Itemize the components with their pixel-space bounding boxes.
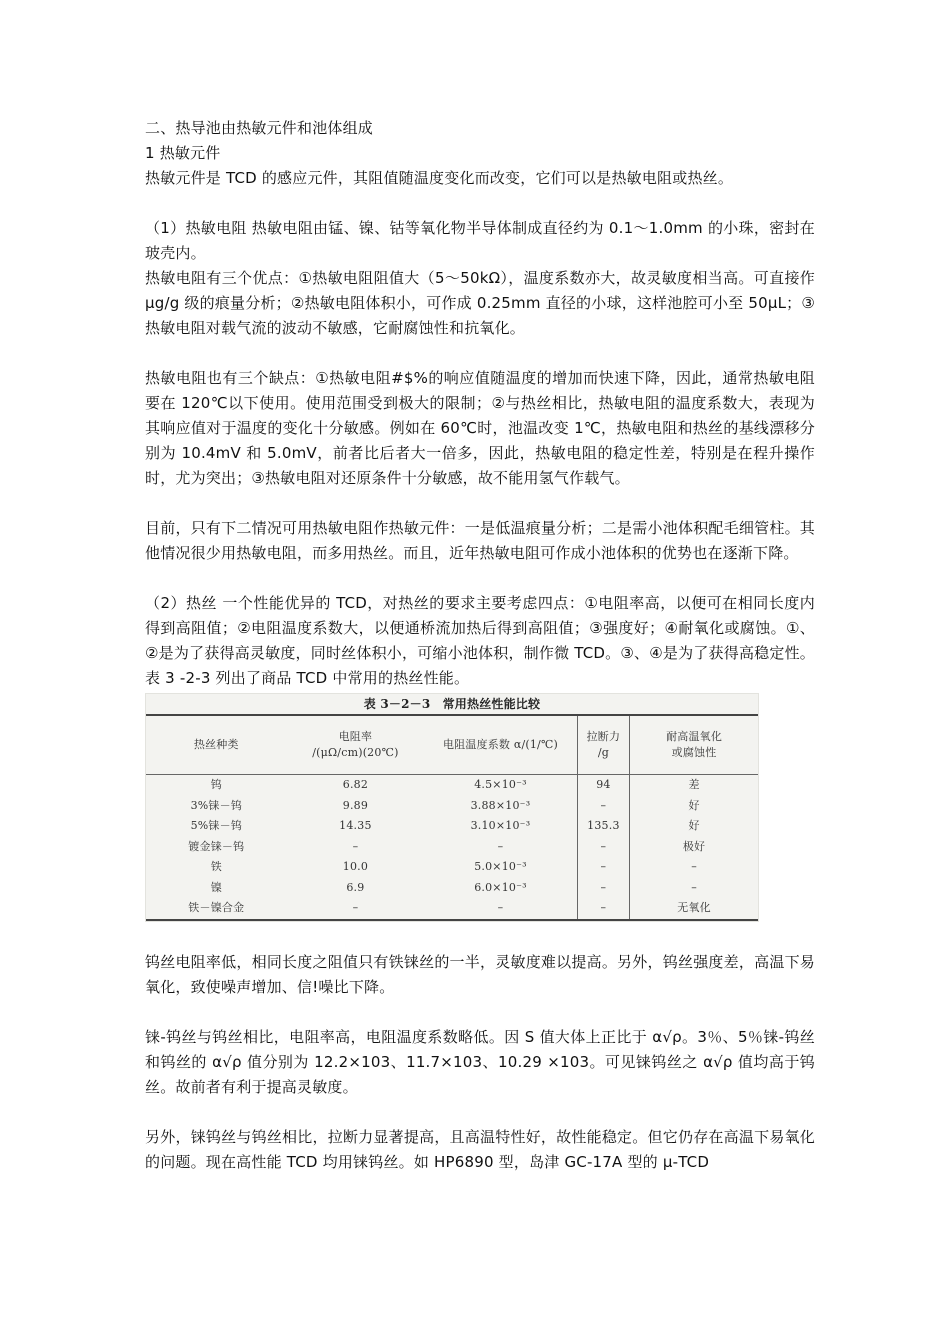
thermistor-usage: 目前，只有下二情况可用热敏电阻作热敏元件：一是低温痕量分析；二是需小池体积配毛细管柱。其他情况很少用热敏电阻，而多用热丝。而且，近年热敏电阻可作成小池体积的优势也在逐渐下降。 [145, 519, 815, 562]
cell-resistivity: – [352, 839, 359, 853]
document-body [145, 116, 815, 1175]
tungsten-paragraph: 钨丝电阻率低，相同长度之阻值只有铁铼丝的一半，灵敏度难以提高。另外，钨丝强度差，高温下易氧化，致使噪声增加、信!噪比下降。 [145, 952, 815, 996]
cell-type: 镀金铼－钨 [188, 839, 245, 853]
header-coefficient: 电阻温度系数 α/(1/℃) [424, 715, 577, 775]
filament-table [145, 693, 759, 922]
table-header-row [146, 715, 758, 775]
rhenium-tungsten-paragraph-2: 另外，铼钨丝与钨丝相比，拉断力显著提高，且高温特性好，故性能稳定。但它仍存在高温下易氧化的问题。现在高性能 TCD 均用铼钨丝。如 HP6890 型，岛津 GC-17A 型的 μ-TCD [145, 1127, 815, 1171]
header-tensile-line1: 拉断力 [586, 730, 621, 743]
table-row [146, 796, 758, 817]
header-tensile [577, 715, 629, 775]
cell-tensile: 94 [577, 775, 629, 796]
filament-definition: （2）热丝 一个性能优异的 TCD，对热丝的要求主要考虑四点：①电阻率高，以便可在相同长度内得到高阻值；②电阻温度系数大，以便通桥流加热后得到高阻值；③强度好；④耐氧化或腐蚀。①、②是为了获得高灵敏度，同时丝体积小，可缩小池体积，制作微 TCD。③、④是为了获得高稳定性。表 3 -2-3 列出了商品 TCD 中常用的热丝性能。 [145, 594, 815, 687]
cell-type: 镍 [210, 880, 222, 894]
cell-oxidation: 无氧化 [630, 898, 758, 920]
cell-tensile: – [577, 837, 629, 858]
cell-type: 铁－镍合金 [146, 898, 287, 920]
cell-tensile: – [577, 857, 629, 878]
cell-oxidation: 好 [630, 796, 758, 817]
cell-oxidation: 好 [630, 816, 758, 837]
cell-type: 钨 [210, 778, 222, 792]
thermistor-definition: （1）热敏电阻 热敏电阻由锰、镍、钴等氧化物半导体制成直径约为 0.1～1.0mm 的小珠，密封在玻壳内。 [145, 219, 815, 262]
header-oxidation-line1: 耐高温氧化 [666, 730, 723, 743]
table-row [146, 837, 758, 858]
cell-tensile: – [577, 796, 629, 817]
cell-type: 5%铼－钨 [190, 819, 243, 833]
header-resistivity-line1: 电阻率 [338, 730, 373, 743]
cell-resistivity: 9.89 [342, 798, 369, 812]
filament-properties-table [146, 714, 758, 921]
table-row [146, 857, 758, 878]
cell-resistivity: 10.0 [342, 860, 369, 874]
table-row [146, 775, 758, 796]
table-row [146, 816, 758, 837]
cell-coefficient: 6.0×10⁻³ [474, 880, 527, 894]
header-resistivity-line2: /(μΩ/cm)(20℃) [312, 746, 399, 759]
thermistor-advantages: 热敏电阻有三个优点：①热敏电阻阻值大（5～50kΩ），温度系数亦大，故灵敏度相当高。可直接作 μg/g 级的痕量分析；②热敏电阻体积小，可作成 0.25mm 直径的小球，这样池腔可小至 50μL；③热敏电阻对载气流的波动不敏感，它耐腐蚀性和抗氧化。 [145, 269, 815, 337]
cell-type: 3%铼－钨 [190, 798, 243, 812]
thermistor-disadvantages: 热敏电阻也有三个缺点：①热敏电阻#$%的响应值随温度的增加而快速下降，因此，通常热敏电阻要在 120℃以下使用。使用范围受到极大的限制；②与热丝相比，热敏电阻的温度系数大，表现为其响应值对于温度的变化十分敏感。例如在 60℃时，池温改变 1℃，热敏电阻和热丝的基线漂移分别为 10.4mV 和 5.0mV，前者比后者大一倍多，因此，热敏电阻的稳定性差，特别是在程升操作时，尤为突出；③热敏电阻对还原条件十分敏感，故不能用氢气作载气。 [145, 369, 815, 487]
cell-tensile: 135.3 [577, 816, 629, 837]
cell-oxidation: – [630, 878, 758, 899]
cell-coefficient: – [424, 898, 577, 920]
table-title: 表 3－2－3 常用热丝性能比较 [363, 697, 541, 711]
cell-coefficient: 4.5×10⁻³ [474, 778, 527, 792]
rhenium-tungsten-paragraph: 铼-钨丝与钨丝相比，电阻率高，电阻温度系数略低。因 S 值大体上正比于 α√ρ。3％、5％铼-钨丝和钨丝的 α√ρ 值分别为 12.2×103、11.7×103、10.29 ×103。可见铼钨丝之 α√ρ 值均高于钨丝。故前者有利于提高灵敏度。 [145, 1027, 815, 1096]
cell-tensile: – [577, 898, 629, 920]
intro-paragraph: 热敏元件是 TCD 的感应元件，其阻值随温度变化而改变，它们可以是热敏电阻或热丝。 [145, 169, 734, 187]
cell-resistivity: – [287, 898, 425, 920]
table-row [146, 878, 758, 899]
cell-type: 铁 [210, 860, 222, 874]
table-row [146, 898, 758, 920]
cell-resistivity: 6.9 [346, 880, 365, 894]
header-resistivity [287, 715, 425, 775]
header-type: 热丝种类 [146, 715, 287, 775]
cell-oxidation: – [630, 857, 758, 878]
cell-coefficient: 3.88×10⁻³ [470, 798, 531, 812]
header-tensile-line2: /g [597, 746, 609, 759]
cell-coefficient: 5.0×10⁻³ [474, 860, 527, 874]
section-heading: 二、热导池由热敏元件和池体组成 [145, 119, 374, 137]
cell-resistivity: 14.35 [339, 819, 372, 833]
header-oxidation-line2: 或腐蚀性 [671, 746, 717, 759]
subsection-heading: 1 热敏元件 [145, 144, 221, 162]
cell-coefficient: 3.10×10⁻³ [470, 819, 531, 833]
cell-oxidation: 差 [630, 775, 758, 796]
cell-oxidation: 极好 [630, 837, 758, 858]
cell-resistivity: 6.82 [342, 778, 369, 792]
header-oxidation [630, 715, 758, 775]
cell-tensile: – [577, 878, 629, 899]
cell-coefficient: – [497, 839, 504, 853]
